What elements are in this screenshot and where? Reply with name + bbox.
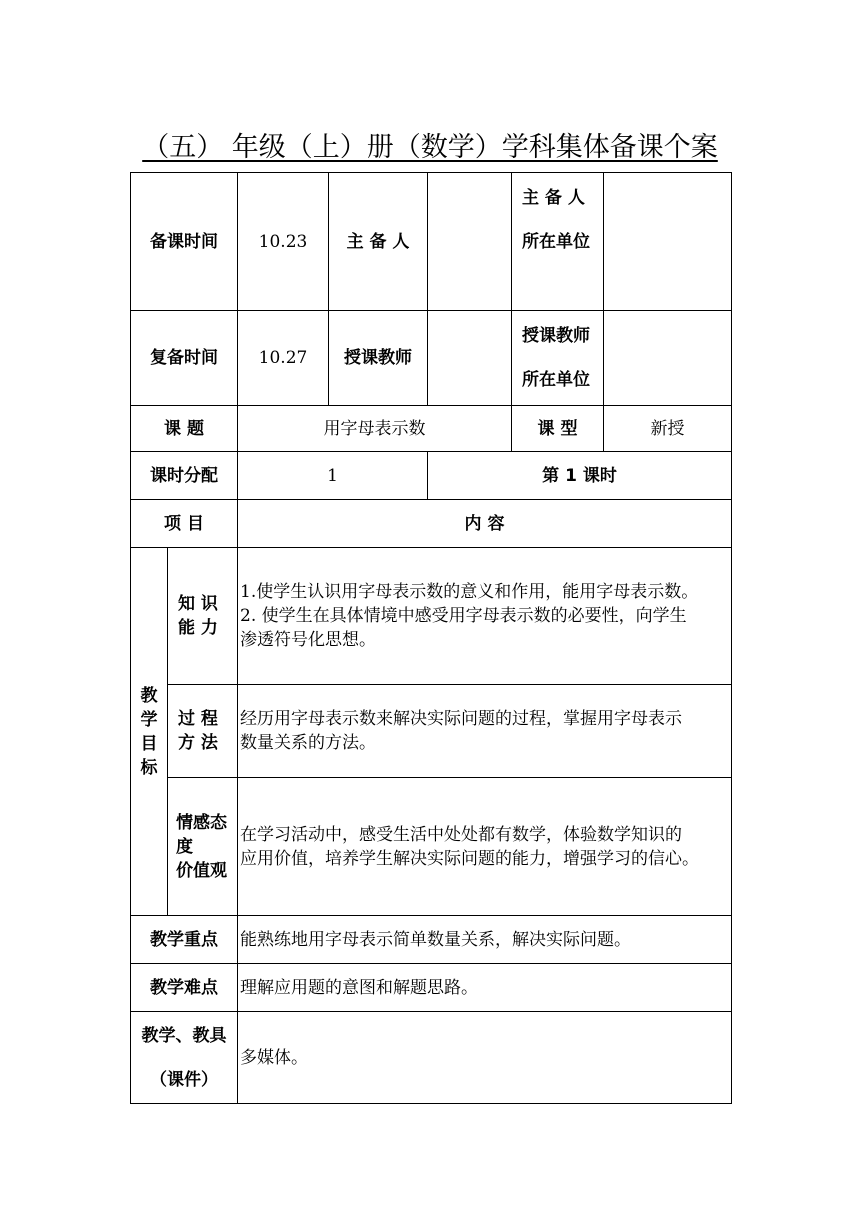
tools-label [131,1012,238,1104]
emotion-label-line3: 价值观 [176,860,227,881]
teacher-label: 授课教师 [329,311,428,406]
teacher-unit-value [604,311,732,406]
objectives-char-1: 教 [140,685,158,706]
emotion-label-line1: 情感态 [176,812,227,833]
tools-label-line2: （课件） [150,1069,218,1090]
review-time-label: 复备时间 [131,311,238,406]
knowledge-line3: 渗透符号化思想。 [240,630,376,650]
teacher-value [428,311,512,406]
process-content [238,685,732,778]
type-value: 新授 [604,406,732,452]
objectives-char-4: 标 [140,757,158,778]
process-label [168,685,238,778]
emotion-label-line2: 度 [176,836,193,857]
lead-unit-label-line2: 所在单位 [522,231,590,252]
period-value: 第 1 课时 [428,452,732,500]
knowledge-label-line2: 能 力 [178,618,218,638]
table-row [131,1012,732,1104]
table-row [131,173,732,311]
teacher-unit-label-line2: 所在单位 [522,370,590,390]
objectives-char-3: 目 [140,733,158,754]
difficulty-content: 理解应用题的意图和解题思路。 [238,964,732,1012]
teacher-unit-label-line1: 授课教师 [522,326,590,346]
hours-label: 课时分配 [131,452,238,500]
lead-unit-value [604,173,732,311]
topic-value: 用字母表示数 [238,406,512,452]
emotion-line2: 应用价值，培养学生解决实际问题的能力，增强学习的信心。 [240,848,699,869]
table-row [131,311,732,406]
teacher-unit-label [512,311,604,406]
key-content: 能熟练地用字母表示简单数量关系，解决实际问题。 [238,916,732,964]
lead-unit-label [512,173,604,311]
objectives-char-2: 学 [140,709,158,730]
emotion-label [168,778,238,916]
hours-value: 1 [238,452,428,500]
tools-label-line1: 教学、教具 [141,1025,227,1046]
emotion-content [238,778,732,916]
objectives-label [131,548,168,916]
type-label: 课 型 [512,406,604,452]
lead-unit-label-line1: 主 备 人 [522,187,585,208]
lead-value [428,173,512,311]
table-row [131,916,732,964]
difficulty-label: 教学难点 [131,964,238,1012]
prep-time-value: 10.23 [238,173,329,311]
knowledge-label-line1: 知 识 [178,594,218,614]
table-row [131,548,732,685]
prep-time-label: 备课时间 [131,173,238,311]
page-title: （五） 年级（上）册（数学）学科集体备课个案 [142,132,718,163]
process-label-line2: 方 法 [178,733,218,753]
topic-label: 课 题 [131,406,238,452]
knowledge-content [238,548,732,685]
table-row [131,778,732,916]
process-line2: 数量关系的方法。 [240,733,376,753]
tools-content: 多媒体。 [238,1012,732,1104]
process-line1: 经历用字母表示数来解决实际问题的过程，掌握用字母表示 [240,709,682,729]
knowledge-line1: 1.使学生认识用字母表示数的意义和作用，能用字母表示数。 [240,582,699,602]
table-row [131,685,732,778]
knowledge-label [168,548,238,685]
table-row [131,500,732,548]
knowledge-line2: 2. 使学生在具体情境中感受用字母表示数的必要性，向学生 [240,606,687,626]
lead-label: 主 备 人 [329,173,428,311]
item-label: 项 目 [131,500,238,548]
review-time-value: 10.27 [238,311,329,406]
key-label: 教学重点 [131,916,238,964]
table-row [131,406,732,452]
table-row [131,452,732,500]
process-label-line1: 过 程 [178,709,218,729]
content-label: 内 容 [238,500,732,548]
table-row [131,964,732,1012]
lesson-plan-table [130,172,732,1104]
emotion-line1: 在学习活动中，感受生活中处处都有数学，体验数学知识的 [240,824,682,845]
